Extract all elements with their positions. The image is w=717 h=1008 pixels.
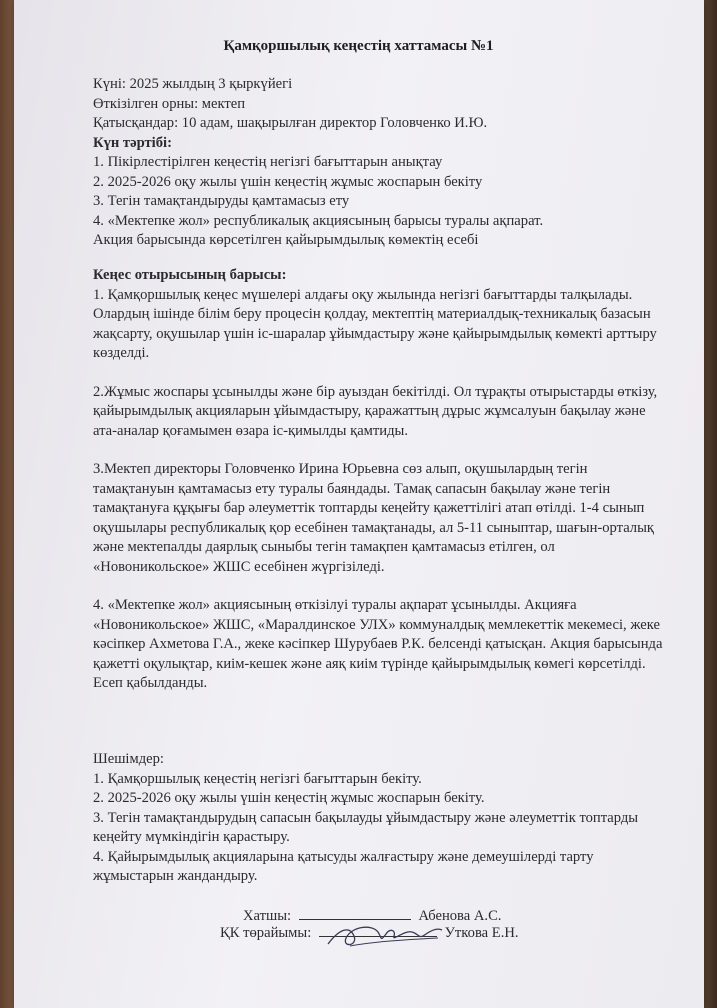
decision-item: 3. Тегін тамақтандырудың сапасын бақылауды ұйымдастыру және әлеуметтік топтарды кеңейту мүмкіндігін қарастыру. — [93, 809, 639, 845]
paragraph-2: 2.Жұмыс жоспары ұсынылды және бір ауыздан бекітілді. Ол тұрақты отырыстарды өткізу, қайырымдылық акцияларын ұйымдастыру, қаражаттың дұрыс жұмсалуын бақылау және ата-аналар қоғамымен өзара іс-қимылды қамтиды. — [93, 383, 658, 439]
meta-date: Күні: 2025 жылдың 3 қыркүйегі — [93, 76, 293, 92]
paragraph-1: 1. Қамқоршылық кеңес мүшелері алдағы оқу жылында негізгі бағыттарды талқылады. Олардың ішінде білім беру процесін қолдау, мектептің материалдық-техникалық базасын жақсарту, оқушылар үшін іс-шаралар ұйымдастыру және қайырымдылық көмекті арттыру көзделді. — [93, 286, 657, 361]
decision-item: 1. Қамқоршылық кеңестің негізгі бағыттарын бекіту. — [93, 770, 422, 787]
chair-name: Уткова Е.Н. — [444, 925, 519, 941]
decision-item: 2. 2025-2026 оқу жылы үшін кеңестің жұмыс жоспарын бекіту. — [93, 790, 485, 806]
agenda-item: 4. «Мектепке жол» республикалық акциясының барысы туралы ақпарат. — [93, 212, 544, 229]
proceedings-heading: Кеңес отырысының барысы: — [93, 267, 287, 283]
proceedings-block — [93, 266, 665, 713]
meta-place: Өткізілген орны: мектеп — [93, 95, 246, 112]
paragraph-3: 3.Мектеп директоры Головченко Ирина Юрьевна сөз алып, оқушылардың тегін тамақтануын қамтамасыз ету туралы баяндады. Тамақ сапасын бақылау және тегін тамақтануға құқығы бар әлеуметтік топтарды кеңейту қажеттілігі атап өтілді. 1-4 сынып оқушылары республикалық қор есебінен тамақтанады, ал 5-11 сыныптар, шағын-орталық және мектепалды даярлық сыныбы тегін тамақпен қамтамасыз етілген, ол «Новоникольское» ЖШС есебінен жүргізіледі. — [93, 461, 654, 575]
meta-attendees: Қатысқандар: 10 адам, шақырылған директор Головченко И.Ю. — [93, 115, 488, 131]
document-title: Қамқоршылық кеңестің хаттамасы №1 — [223, 38, 494, 54]
agenda-heading: Күн тәртібі: — [93, 134, 172, 151]
decision-item: 4. Қайырымдылық акцияларына қатысуды жалғастыру және демеушілерді тарту жұмыстарын жандандыру. — [93, 848, 594, 884]
chair-role: ҚК төрайымы: — [220, 925, 312, 941]
handwritten-signature — [320, 918, 450, 958]
secretary-role: Хатшы: — [243, 908, 292, 924]
meta-block — [93, 75, 673, 251]
secretary-name: Абенова А.С. — [418, 908, 502, 924]
decisions-block — [93, 750, 673, 887]
agenda-item: 2. 2025-2026 оқу жылы үшін кеңестің жұмыс жоспарын бекіту — [93, 173, 483, 190]
agenda-item: 3. Тегін тамақтандыруды қамтамасыз ету — [93, 193, 350, 209]
agenda-item: 1. Пікірлестірілген кеңестің негізгі бағыттарын анықтау — [93, 154, 443, 170]
decisions-heading: Шешімдер: — [93, 751, 164, 767]
agenda-item: Акция барысында көрсетілген қайырымдылық көмектің есебі — [93, 232, 479, 248]
paragraph-4: 4. «Мектепке жол» акциясының өткізілуі туралы ақпарат ұсынылды. Акцияға «Новоникольское» ЖШС, «Маралдинское УЛХ» коммуналдық мемлекеттік мекемесі, жеке кәсіпкер Ахметова Г.А., жеке кәсіпкер Шурубаев Р.К. белсенді қатысқан. Акция барысында қажетті оқулықтар, киім-кешек және аяқ киім түрінде қайырымдылық көмегі көрсетілді. Есеп қабылданды. — [93, 597, 663, 691]
